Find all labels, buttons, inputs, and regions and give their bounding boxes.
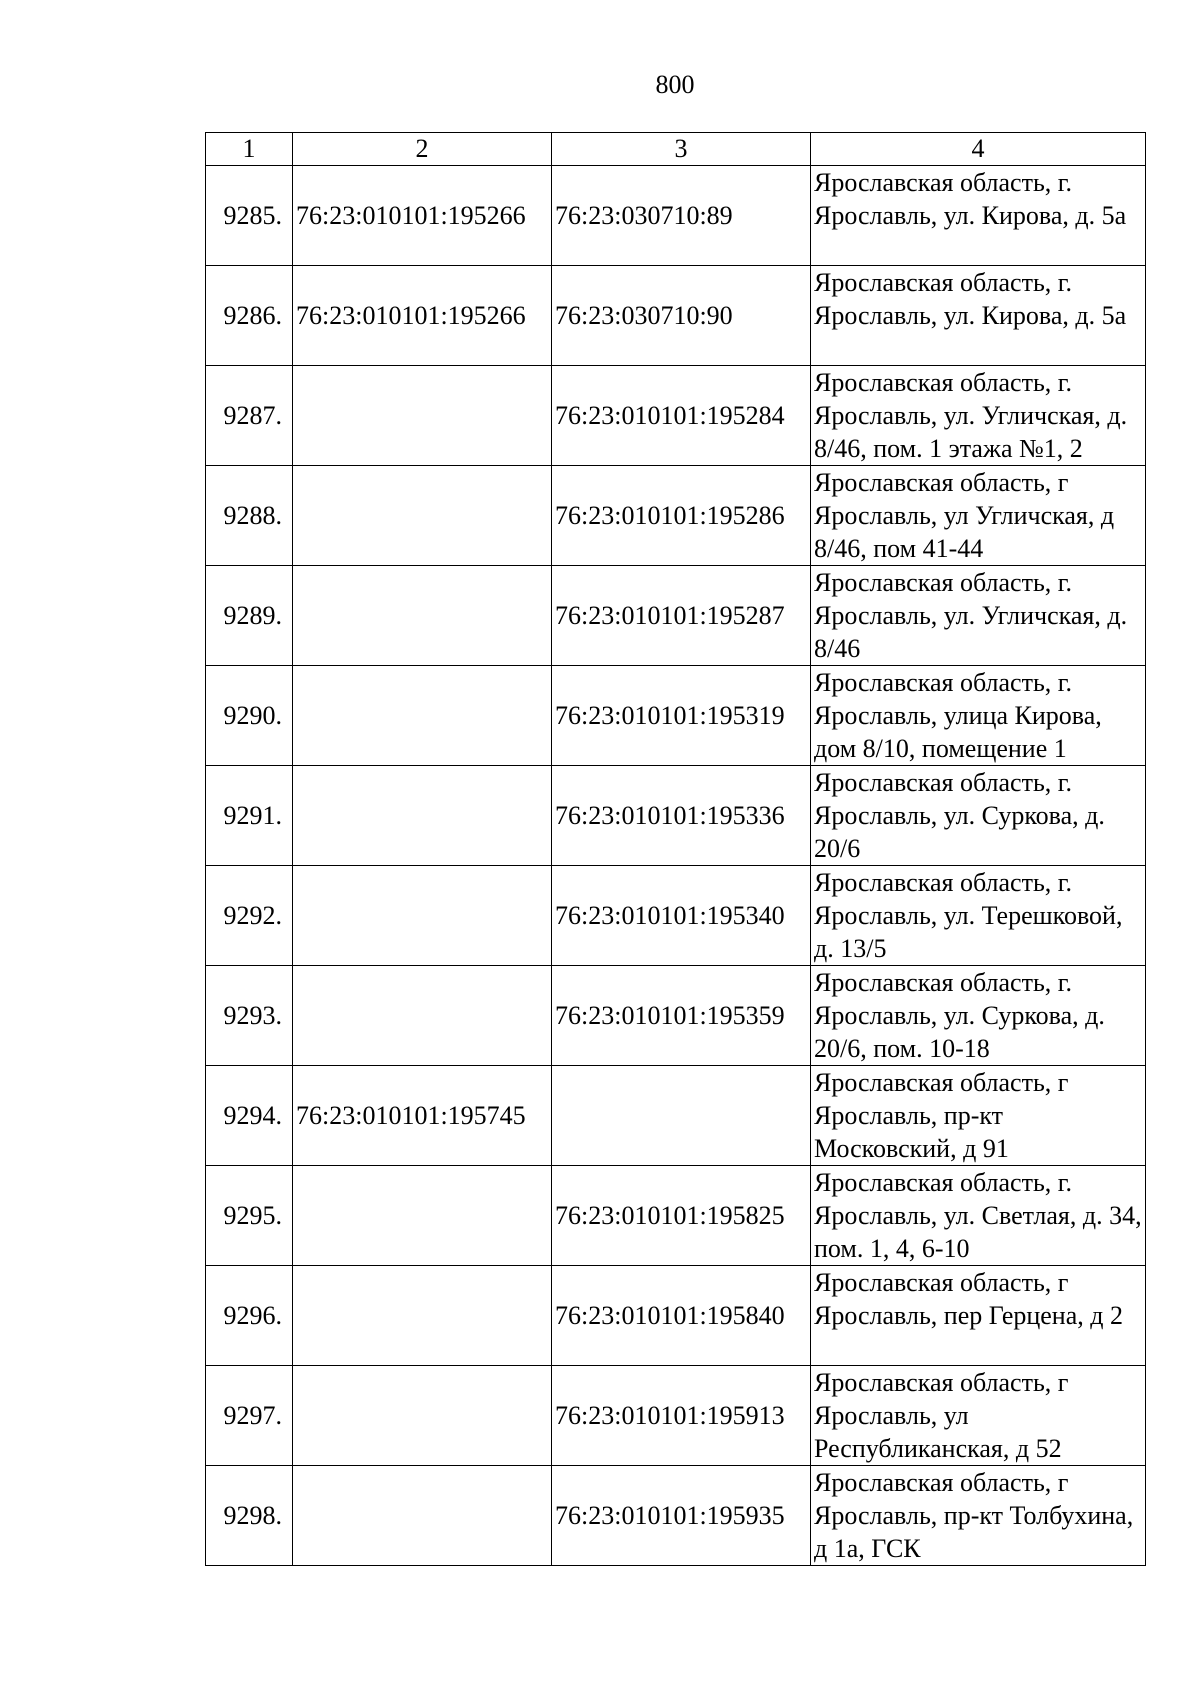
cadastral-number-col2	[293, 966, 552, 1066]
cadastral-number-col2	[293, 1466, 552, 1566]
cadastral-number-col2	[293, 1166, 552, 1266]
row-number: 9288.	[206, 466, 293, 566]
cadastral-number-col3: 76:23:030710:90	[552, 266, 811, 366]
address: Ярославская область, г. Ярославль, ул. Кирова, д. 5а	[811, 166, 1146, 266]
address: Ярославская область, г. Ярославль, ул. Суркова, д. 20/6, пом. 10-18	[811, 966, 1146, 1066]
cadastral-number-col2: 76:23:010101:195266	[293, 166, 552, 266]
cadastral-number-col2	[293, 866, 552, 966]
table-row	[206, 866, 1146, 966]
table-row	[206, 166, 1146, 266]
cadastral-number-col3: 76:23:010101:195840	[552, 1266, 811, 1366]
cadastral-number-col3: 76:23:010101:195825	[552, 1166, 811, 1266]
address: Ярославская область, г. Ярославль, ул. Угличская, д. 8/46	[811, 566, 1146, 666]
row-number: 9295.	[206, 1166, 293, 1266]
table-body	[206, 166, 1146, 1566]
cadastral-number-col2: 76:23:010101:195745	[293, 1066, 552, 1166]
cadastral-number-col2	[293, 366, 552, 466]
table-row	[206, 1066, 1146, 1166]
table-row	[206, 766, 1146, 866]
address: Ярославская область, г Ярославль, ул Угличская, д 8/46, пом 41-44	[811, 466, 1146, 566]
cadastral-number-col3: 76:23:010101:195913	[552, 1366, 811, 1466]
column-header-3: 3	[552, 133, 811, 166]
address: Ярославская область, г. Ярославль, ул. Угличская, д. 8/46, пом. 1 этажа №1, 2	[811, 366, 1146, 466]
cadastral-number-col3: 76:23:030710:89	[552, 166, 811, 266]
table-row	[206, 1266, 1146, 1366]
address: Ярославская область, г. Ярославль, ул. Терешковой, д. 13/5	[811, 866, 1146, 966]
cadastral-number-col3: 76:23:010101:195286	[552, 466, 811, 566]
address: Ярославская область, г Ярославль, ул Республиканская, д 52	[811, 1366, 1146, 1466]
table-row	[206, 366, 1146, 466]
cadastral-number-col3: 76:23:010101:195935	[552, 1466, 811, 1566]
table-row	[206, 666, 1146, 766]
cadastral-number-col3: 76:23:010101:195319	[552, 666, 811, 766]
table-row	[206, 266, 1146, 366]
address: Ярославская область, г. Ярославль, ул. Кирова, д. 5а	[811, 266, 1146, 366]
table-row	[206, 1366, 1146, 1466]
column-header-4: 4	[811, 133, 1146, 166]
row-number: 9291.	[206, 766, 293, 866]
cadastral-number-col2: 76:23:010101:195266	[293, 266, 552, 366]
cadastral-number-col3: 76:23:010101:195284	[552, 366, 811, 466]
row-number: 9290.	[206, 666, 293, 766]
row-number: 9296.	[206, 1266, 293, 1366]
row-number: 9286.	[206, 266, 293, 366]
address: Ярославская область, г Ярославль, пр-кт Толбухина, д 1а, ГСК	[811, 1466, 1146, 1566]
table-row	[206, 566, 1146, 666]
cadastral-number-col3: 76:23:010101:195359	[552, 966, 811, 1066]
cadastral-number-col2	[293, 566, 552, 666]
row-number: 9287.	[206, 366, 293, 466]
row-number: 9285.	[206, 166, 293, 266]
row-number: 9298.	[206, 1466, 293, 1566]
row-number: 9289.	[206, 566, 293, 666]
cadastral-number-col2	[293, 766, 552, 866]
table-header	[206, 133, 1146, 166]
row-number: 9297.	[206, 1366, 293, 1466]
registry-table	[205, 132, 1146, 1566]
table-row	[206, 466, 1146, 566]
address: Ярославская область, г. Ярославль, ул. Суркова, д. 20/6	[811, 766, 1146, 866]
row-number: 9293.	[206, 966, 293, 1066]
cadastral-number-col2	[293, 666, 552, 766]
table-row	[206, 1166, 1146, 1266]
column-header-2: 2	[293, 133, 552, 166]
address: Ярославская область, г. Ярославль, улица Кирова, дом 8/10, помещение 1	[811, 666, 1146, 766]
page-number: 800	[655, 70, 695, 99]
address: Ярославская область, г Ярославль, пр-кт Московский, д 91	[811, 1066, 1146, 1166]
row-number: 9294.	[206, 1066, 293, 1166]
cadastral-number-col2	[293, 1266, 552, 1366]
cadastral-number-col3	[552, 1066, 811, 1166]
column-header-1: 1	[206, 133, 293, 166]
table-row	[206, 1466, 1146, 1566]
cadastral-number-col2	[293, 1366, 552, 1466]
cadastral-number-col3: 76:23:010101:195340	[552, 866, 811, 966]
row-number: 9292.	[206, 866, 293, 966]
table-row	[206, 966, 1146, 1066]
cadastral-number-col3: 76:23:010101:195336	[552, 766, 811, 866]
address: Ярославская область, г. Ярославль, ул. Светлая, д. 34, пом. 1, 4, 6-10	[811, 1166, 1146, 1266]
header-row	[206, 133, 1146, 166]
cadastral-number-col3: 76:23:010101:195287	[552, 566, 811, 666]
cadastral-number-col2	[293, 466, 552, 566]
address: Ярославская область, г Ярославль, пер Герцена, д 2	[811, 1266, 1146, 1366]
